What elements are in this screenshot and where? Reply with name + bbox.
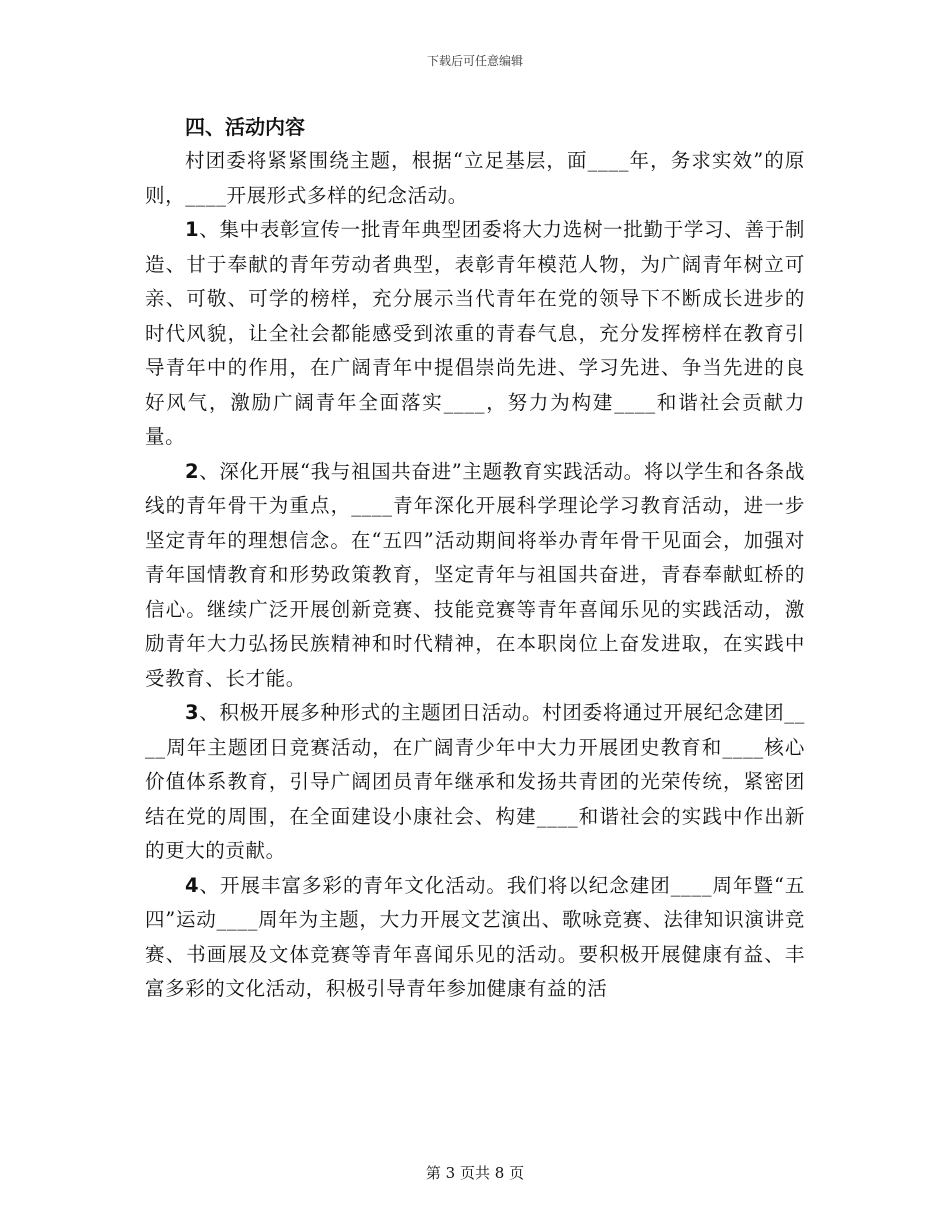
document-body [145, 110, 805, 1007]
item-number-4: 4 [185, 873, 200, 897]
page-header-note: 下载后可任意编辑 [426, 54, 523, 68]
page-number: 第 3 页共 8 页 [425, 1164, 525, 1182]
item-text-1: 、集中表彰宣传一批青年典型团委将大力选树一批勤于学习、善于制造、甘于奉献的青年劳动者典型，表彰青年模范人物，为广阔青年树立可亲、可敬、可学的榜样，充分展示当代青年在党的领导下不断成长进步的时代风貌，让全社会都能感受到浓重的青春气息，充分发挥榜样在教育引导青年中的作用，在广阔青年中提倡崇尚先进、学习先进、争当先进的良好风气，激励广阔青年全面落实____，努力为构建____和谐社会贡献力量。 [145, 218, 805, 448]
item-paragraph-3 [145, 696, 805, 869]
item-text-4: 、开展丰富多彩的青年文化活动。我们将以纪念建团____周年暨“五四”运动____周年为主题，大力开展文艺演出、歌咏竞赛、法律知识演讲竞赛、书画展及文体竞赛等青年喜闻乐见的活动。要积极开展健康有益、丰富多彩的文化活动，积极引导青年参加健康有益的活 [145, 873, 805, 1000]
item-number-2: 2 [185, 459, 200, 483]
item-text-3: 、积极开展多种形式的主题团日活动。村团委将通过开展纪念建团____周年主题团日竞赛活动，在广阔青少年中大力开展团史教育和____核心价值体系教育，引导广阔团员青年继承和发扬共青团的光荣传统，紧密团结在党的周围，在全面建设小康社会、构建____和谐社会的实践中作出新的更大的贡献。 [145, 701, 805, 862]
item-paragraph-4 [145, 869, 805, 1007]
item-number-3: 3 [185, 701, 200, 724]
item-paragraph-1 [145, 213, 805, 455]
section-heading: 四、活动内容 [185, 115, 305, 139]
item-paragraph-2 [145, 455, 805, 697]
intro-paragraph: 村团委将紧紧围绕主题，根据“立足基层，面____年，务求实效”的原则，____开展形式多样的纪念活动。 [145, 149, 805, 207]
item-number-1: 1 [185, 218, 200, 241]
item-text-2: 、深化开展“我与祖国共奋进”主题教育实践活动。将以学生和各条战线的青年骨干为重点，____青年深化开展科学理论学习教育活动，进一步坚定青年的理想信念。在“五四”活动期间将举办青年骨干见面会，加强对青年国情教育和形势政策教育，坚定青年与祖国共奋进，青春奉献虹桥的信心。继续广泛开展创新竞赛、技能竞赛等青年喜闻乐见的实践活动，激励青年大力弘扬民族精神和时代精神，在本职岗位上奋发进取，在实践中受教育、长才能。 [145, 459, 805, 690]
